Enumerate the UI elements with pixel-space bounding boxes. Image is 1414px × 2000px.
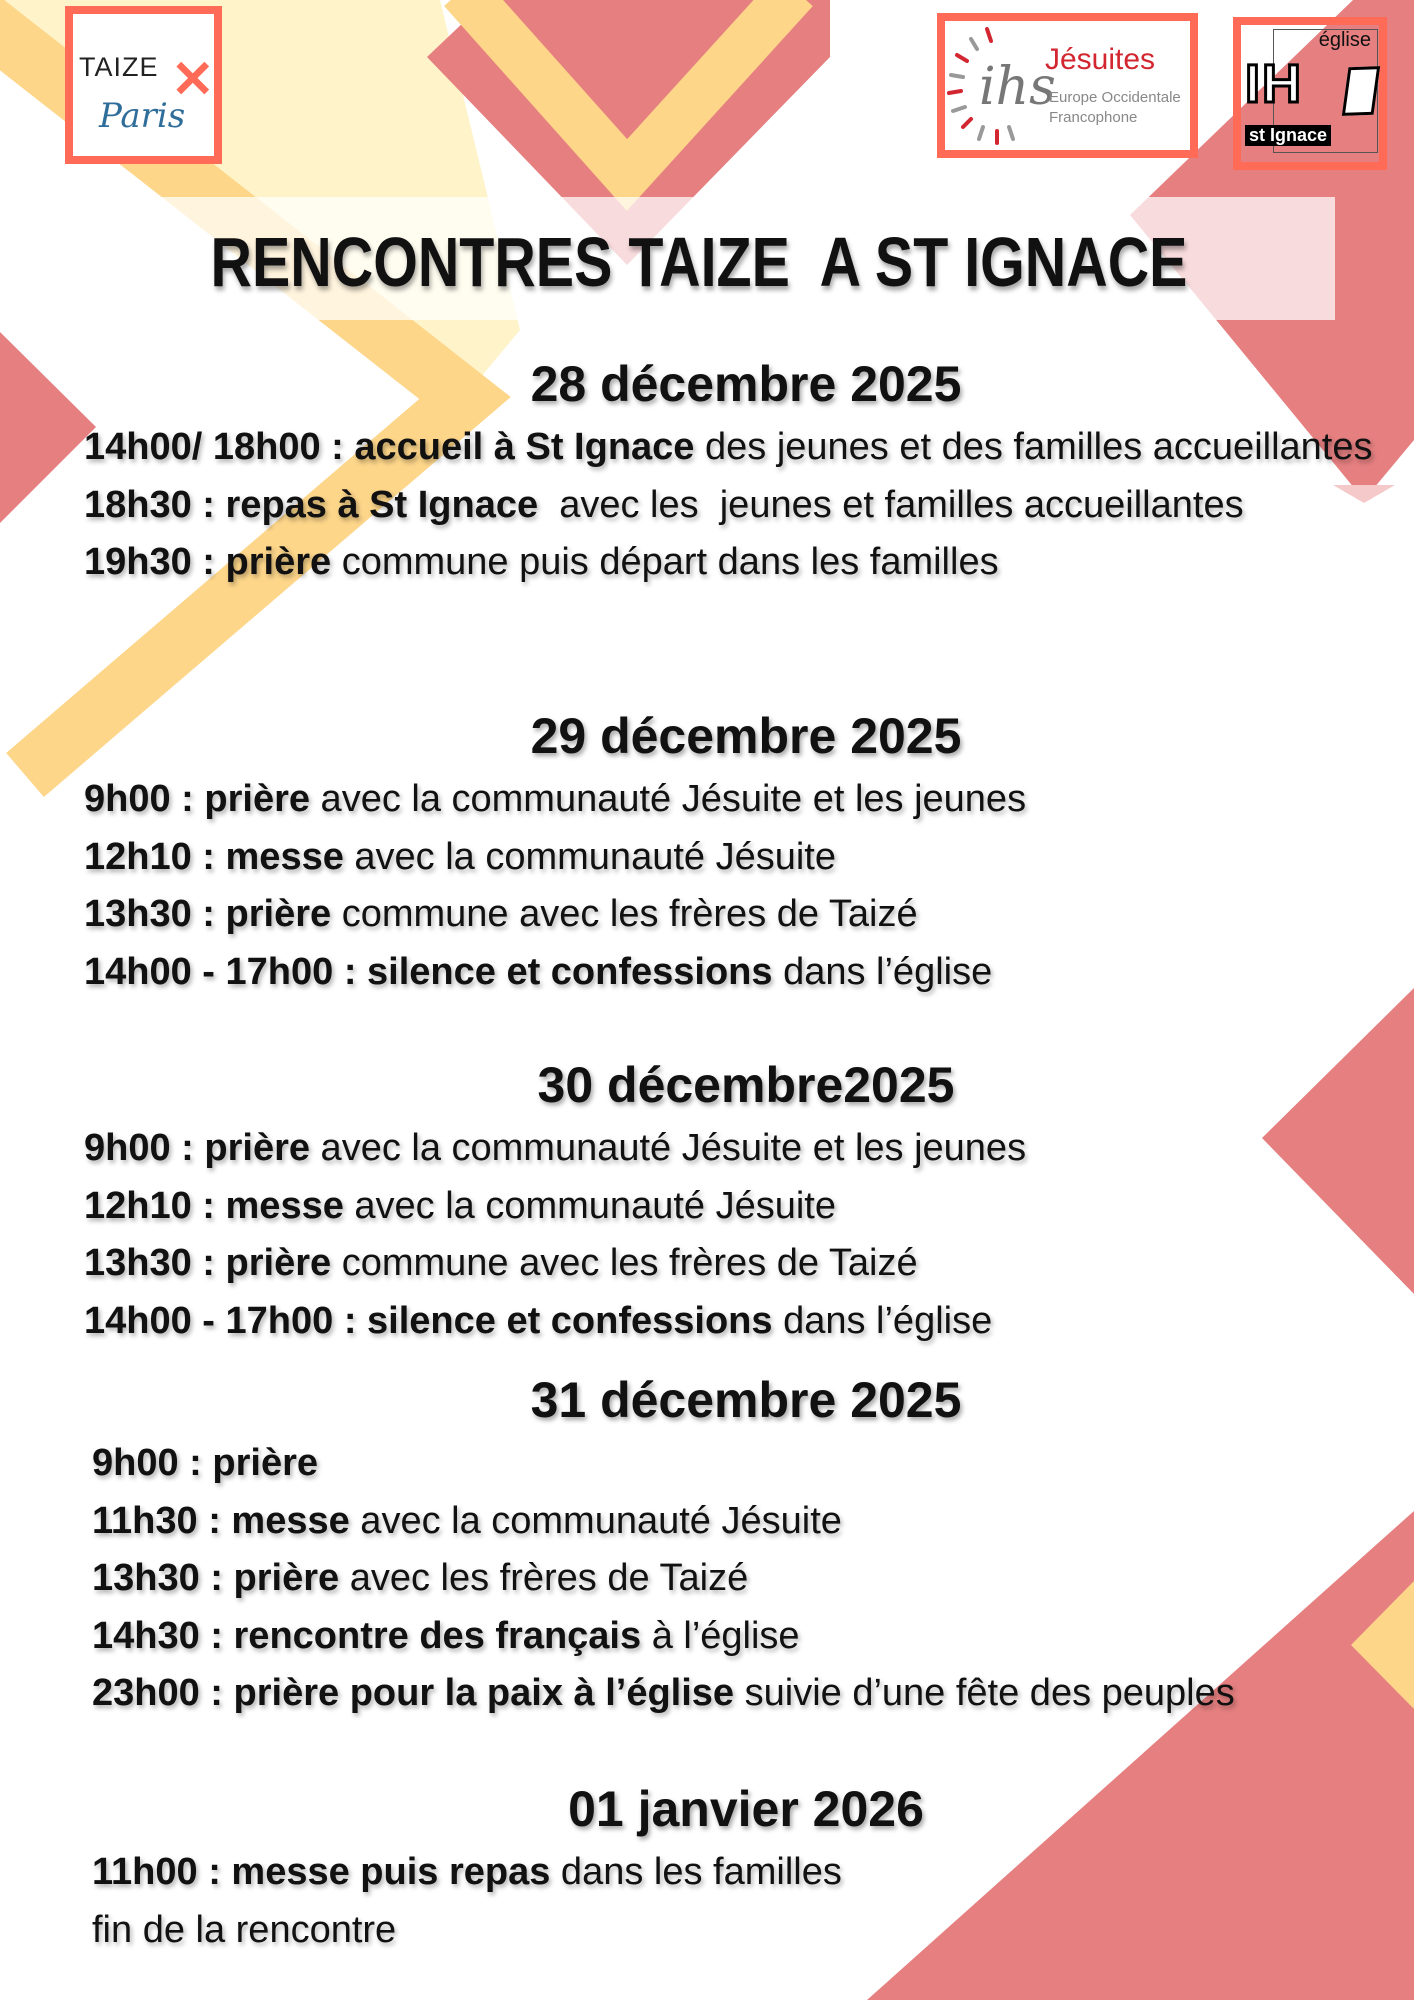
day-section-31-dec [92,1365,1400,1723]
day-heading: 31 décembre 2025 [530,1372,962,1428]
schedule-item [84,477,1408,535]
schedule-item [84,534,1408,592]
schedule-time-event: 14h00/ 18h00 : accueil à St Ignace [84,426,695,468]
schedule-item [84,944,1408,1002]
schedule-detail: avec la communauté Jésuite et les jeunes [310,1127,1027,1169]
day-heading: 01 janvier 2026 [568,1781,924,1837]
taize-cross-icon: ✕ [171,51,215,109]
schedule-item [92,1608,1400,1666]
schedule-detail: avec les jeunes et familles accueillantes [538,483,1244,526]
schedule-detail: à l’église [641,1614,800,1657]
schedule-item [84,886,1408,944]
schedule-item [92,1665,1400,1723]
day-section-01-jan [92,1774,1400,1959]
schedule-item [92,1435,1400,1493]
schedule-detail: commune avec les frères de Taizé [331,1242,918,1284]
paris-logo-text: Paris [99,96,186,136]
schedule-item [92,1493,1400,1551]
schedule-detail: commune puis départ dans les familles [331,541,999,583]
schedule-detail: dans l’église [772,950,993,993]
schedule-time-event: 14h00 - 17h00 : silence et confessions [84,1299,773,1342]
st-ignace-label: st Ignace [1245,125,1331,146]
schedule-item [92,1550,1400,1608]
schedule-item [84,829,1408,887]
schedule-time-event: 13h30 : prière [92,1557,340,1599]
schedule-time-event: 9h00 : prière [84,778,310,820]
schedule-item [84,1178,1408,1236]
jesuites-subtitle-1: Europe Occidentale [1049,89,1181,106]
schedule-time-event: 12h10 : messe [84,835,344,878]
jesuites-name: Jésuites [1045,43,1156,76]
eglise-label: église [1318,29,1371,51]
day-section-30-dec [84,1050,1408,1350]
day-heading: 30 décembre2025 [537,1057,955,1113]
schedule-time-event: 13h30 : prière [84,1242,332,1284]
ih-mark: IH [1245,54,1303,114]
schedule-time-event: 14h00 - 17h00 : silence et confessions [84,950,773,993]
schedule-detail: fin de la rencontre [92,1908,397,1951]
schedule-time-event: 14h30 : rencontre des français [92,1614,642,1657]
ihs-monogram: ihs [979,57,1056,117]
schedule-time-event: 9h00 : prière [84,1127,310,1169]
pink-left-triangle [0,332,96,523]
schedule-detail: dans les familles [550,1851,842,1893]
schedule-item [84,771,1408,829]
day-heading: 29 décembre 2025 [530,708,962,764]
eglise-st-ignace-logo [1233,17,1387,170]
schedule-detail: avec la communauté Jésuite et les jeunes [310,778,1027,820]
schedule-detail: dans l’église [772,1299,993,1342]
jesuites-subtitle-2: Francophone [1049,109,1138,126]
schedule-item [84,1235,1408,1293]
schedule-detail: avec les frères de Taizé [339,1557,749,1599]
schedule-time-event: 23h00 : prière pour la paix à l’église [92,1672,735,1714]
schedule-item [84,419,1384,477]
schedule-detail: avec la communauté Jésuite [349,1499,842,1542]
schedule-time-event: 12h10 : messe [84,1184,344,1227]
schedule-item [84,1293,1408,1351]
taize-logo-text: TAIZE [79,52,159,82]
page-title: RENCONTRES TAIZE A ST IGNACE [210,223,1188,301]
day-heading: 28 décembre 2025 [530,356,962,412]
schedule-detail: avec la communauté Jésuite [343,835,836,878]
schedule-detail: avec la communauté Jésuite [343,1184,836,1227]
schedule-detail: des jeunes et des familles accueillantes [694,426,1373,468]
schedule-time-event: 18h30 : repas à St Ignace [84,483,539,526]
schedule-detail: commune avec les frères de Taizé [331,893,918,935]
schedule-detail: suivie d’une fête des peuples [734,1672,1235,1714]
day-section-29-dec [84,701,1408,1001]
schedule-time-event: 11h30 : messe [92,1499,350,1542]
day-section-28-dec [84,349,1408,592]
schedule-time-event: 11h00 : messe puis repas [92,1851,551,1893]
schedule-item [92,1844,1400,1902]
schedule-item [84,1120,1408,1178]
schedule-item [92,1902,1400,1960]
schedule-time-event: 9h00 : prière [92,1442,318,1484]
jesuites-logo [937,13,1198,158]
schedule-time-event: 13h30 : prière [84,893,332,935]
schedule-time-event: 19h30 : prière [84,541,332,583]
taize-paris-logo [65,6,222,164]
